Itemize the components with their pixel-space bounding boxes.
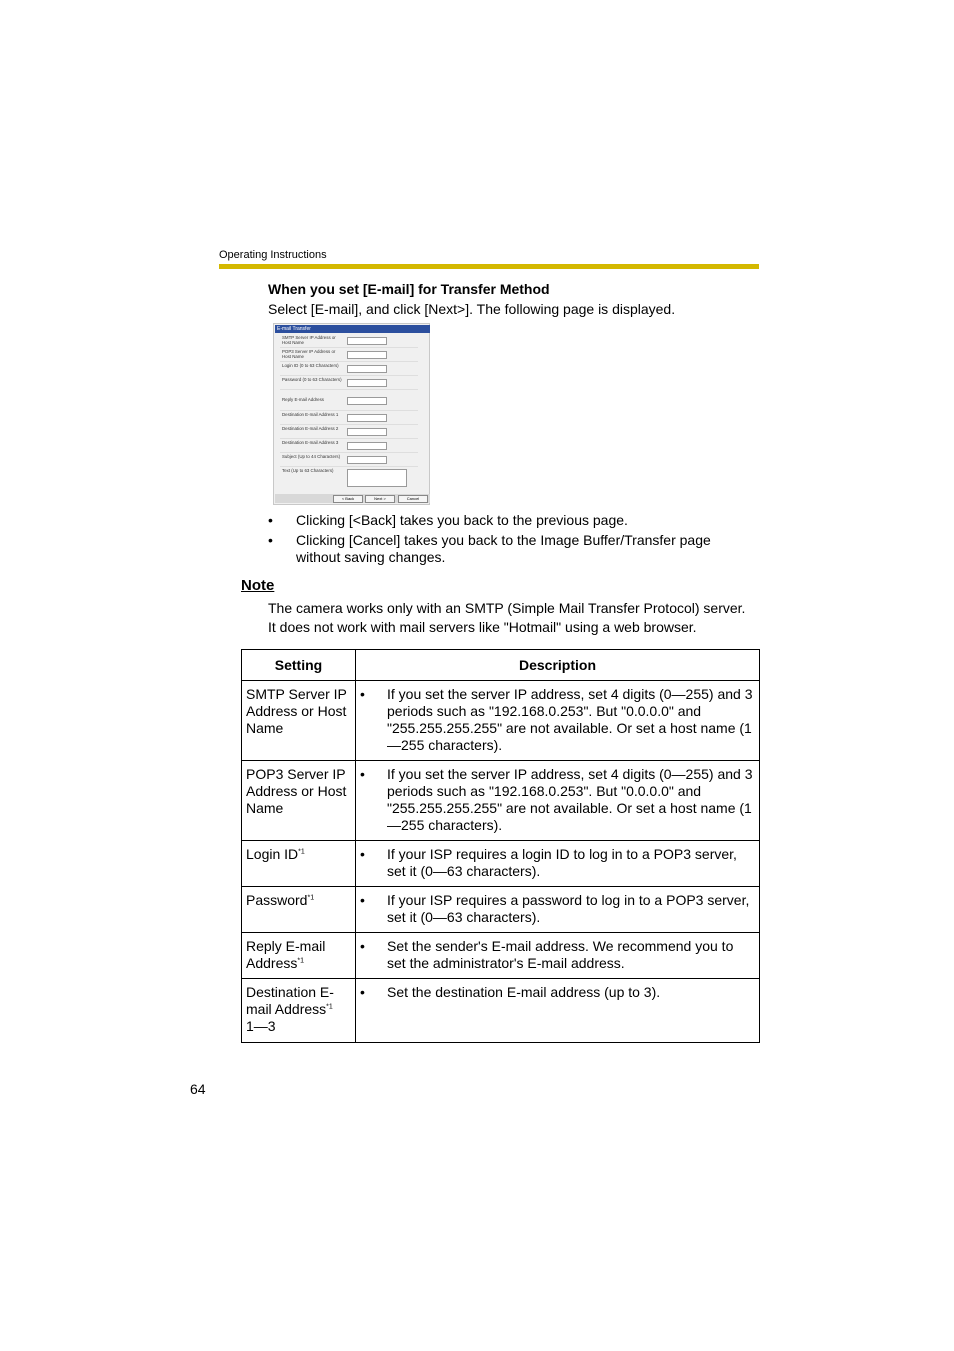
setting-name: Destination E-mail Address bbox=[246, 984, 334, 1017]
destination-email-1-input[interactable] bbox=[347, 414, 387, 422]
description-cell bbox=[356, 979, 760, 1043]
setting-cell bbox=[242, 761, 356, 841]
setting-name: Reply E-mail Address bbox=[246, 938, 326, 971]
screenshot-field-row bbox=[280, 439, 418, 453]
intro-text: Select [E-mail], and click [Next>]. The following page is displayed. bbox=[268, 301, 676, 317]
setting-name: Password bbox=[246, 892, 308, 908]
note-line: The camera works only with an SMTP (Simple Mail Transfer Protocol) server. bbox=[268, 600, 746, 616]
note-heading: Note bbox=[241, 577, 275, 594]
screenshot-button-bar bbox=[275, 494, 430, 503]
table-header-row bbox=[242, 650, 760, 681]
table-row bbox=[242, 761, 760, 841]
screenshot-field-row bbox=[280, 362, 418, 376]
email-transfer-screenshot bbox=[273, 323, 430, 505]
footnote-marker: *1 bbox=[298, 848, 305, 856]
header-description: Description bbox=[356, 650, 760, 681]
setting-cell bbox=[242, 979, 356, 1043]
description-text: If you set the server IP address, set 4 digits (0—255) and 3 periods such as "192.168.0.253". But "0.0.0.0" and "255.255.255.255" are not available. Or set a host name (1—255 characters). bbox=[387, 766, 753, 833]
header-setting: Setting bbox=[242, 650, 356, 681]
note-line: It does not work with mail servers like "Hotmail" using a web browser. bbox=[268, 619, 697, 635]
screenshot-field-row bbox=[280, 348, 418, 362]
table-row bbox=[242, 933, 760, 979]
screenshot-field-label: Reply E-mail Address bbox=[282, 397, 324, 402]
screenshot-title: E-mail Transfer bbox=[275, 325, 430, 333]
bullet-dot: • bbox=[360, 938, 365, 954]
setting-name: POP3 Server IP Address or Host Name bbox=[246, 766, 347, 816]
login-id-input[interactable] bbox=[347, 365, 387, 373]
description-text: Set the sender's E-mail address. We recommend you to set the administrator's E-mail address. bbox=[387, 938, 734, 971]
bullet-dot: • bbox=[360, 766, 365, 782]
table-row bbox=[242, 887, 760, 933]
screenshot-field-label: Subject (Up to 44 Characters) bbox=[282, 454, 341, 459]
description-cell bbox=[356, 681, 760, 761]
bullet-dot: • bbox=[268, 512, 273, 528]
description-cell bbox=[356, 887, 760, 933]
destination-email-3-input[interactable] bbox=[347, 442, 387, 450]
footnote-marker: *1 bbox=[297, 957, 304, 965]
subject-input[interactable] bbox=[347, 456, 387, 464]
pop3-server-input[interactable] bbox=[347, 351, 387, 359]
screenshot-field-row bbox=[280, 411, 418, 425]
bullet-list bbox=[268, 512, 748, 569]
bullet-dot: • bbox=[360, 686, 365, 702]
screenshot-field-label: POP3 Server IP Address or Host Name bbox=[282, 349, 336, 359]
footnote-marker: *1 bbox=[307, 894, 315, 902]
screenshot-field-row bbox=[280, 376, 418, 390]
setting-name: Login ID bbox=[246, 846, 299, 862]
bullet-text: Clicking [Cancel] takes you back to the Image Buffer/Transfer page without saving changes. bbox=[296, 532, 711, 565]
description-text: If your ISP requires a login ID to log in to a POP3 server, set it (0—63 characters). bbox=[387, 846, 737, 879]
reply-email-input[interactable] bbox=[347, 397, 387, 405]
bullet-text: Clicking [<Back] takes you back to the previous page. bbox=[296, 512, 628, 528]
setting-cell bbox=[242, 933, 356, 979]
description-cell bbox=[356, 841, 760, 887]
screenshot-field-row bbox=[280, 425, 418, 439]
bullet-dot: • bbox=[360, 846, 365, 862]
bullet-item bbox=[268, 532, 748, 566]
table-row bbox=[242, 841, 760, 887]
screenshot-field-label: Password (0 to 63 Characters) bbox=[282, 377, 342, 382]
description-cell bbox=[356, 933, 760, 979]
table-row bbox=[242, 979, 760, 1043]
next-button[interactable]: Next > bbox=[365, 495, 395, 503]
footnote-marker: *1 bbox=[326, 1003, 333, 1011]
screenshot-field-label: Text (Up to 63 Characters) bbox=[282, 468, 334, 473]
screenshot-field-row bbox=[280, 334, 418, 348]
bullet-dot: • bbox=[268, 532, 273, 548]
setting-range: 1—3 bbox=[246, 1018, 276, 1034]
description-text: If you set the server IP address, set 4 digits (0—255) and 3 periods such as "192.168.0.253". But "0.0.0.0" and "255.255.255.255" are not available. Or set a host name (1—255 characters). bbox=[387, 686, 753, 753]
screenshot-field-row bbox=[280, 390, 418, 411]
cancel-button[interactable]: Cancel bbox=[398, 495, 428, 503]
screenshot-field-label: Destination E-mail Address 2 bbox=[282, 426, 339, 431]
screenshot-field-label: SMTP Server IP Address or Host Name bbox=[282, 335, 336, 345]
screenshot-field-label: Destination E-mail Address 1 bbox=[282, 412, 339, 417]
destination-email-2-input[interactable] bbox=[347, 428, 387, 436]
smtp-server-input[interactable] bbox=[347, 337, 387, 345]
table-row bbox=[242, 681, 760, 761]
text-textarea[interactable] bbox=[347, 469, 407, 487]
setting-cell bbox=[242, 887, 356, 933]
setting-name: SMTP Server IP Address or Host Name bbox=[246, 686, 347, 736]
header-rule bbox=[219, 264, 759, 269]
running-header: Operating Instructions bbox=[219, 249, 327, 261]
description-text: Set the destination E-mail address (up to 3). bbox=[387, 984, 661, 1000]
setting-cell bbox=[242, 841, 356, 887]
back-button[interactable]: < Back bbox=[333, 495, 363, 503]
bullet-dot: • bbox=[360, 892, 365, 908]
description-cell bbox=[356, 761, 760, 841]
setting-cell bbox=[242, 681, 356, 761]
note-text bbox=[268, 599, 763, 637]
description-text: If your ISP requires a password to log in to a POP3 server, set it (0—63 characters). bbox=[387, 892, 750, 925]
bullet-dot: • bbox=[360, 984, 365, 1000]
screenshot-field-label: Login ID (0 to 63 Characters) bbox=[282, 363, 339, 368]
screenshot-field-row bbox=[280, 467, 418, 489]
password-input[interactable] bbox=[347, 379, 387, 387]
bullet-item bbox=[268, 512, 748, 529]
screenshot-field-label: Destination E-mail Address 3 bbox=[282, 440, 339, 445]
page-number: 64 bbox=[190, 1081, 206, 1097]
settings-table bbox=[241, 649, 760, 1043]
section-title: When you set [E-mail] for Transfer Method bbox=[268, 281, 550, 297]
screenshot-field-row bbox=[280, 453, 418, 467]
